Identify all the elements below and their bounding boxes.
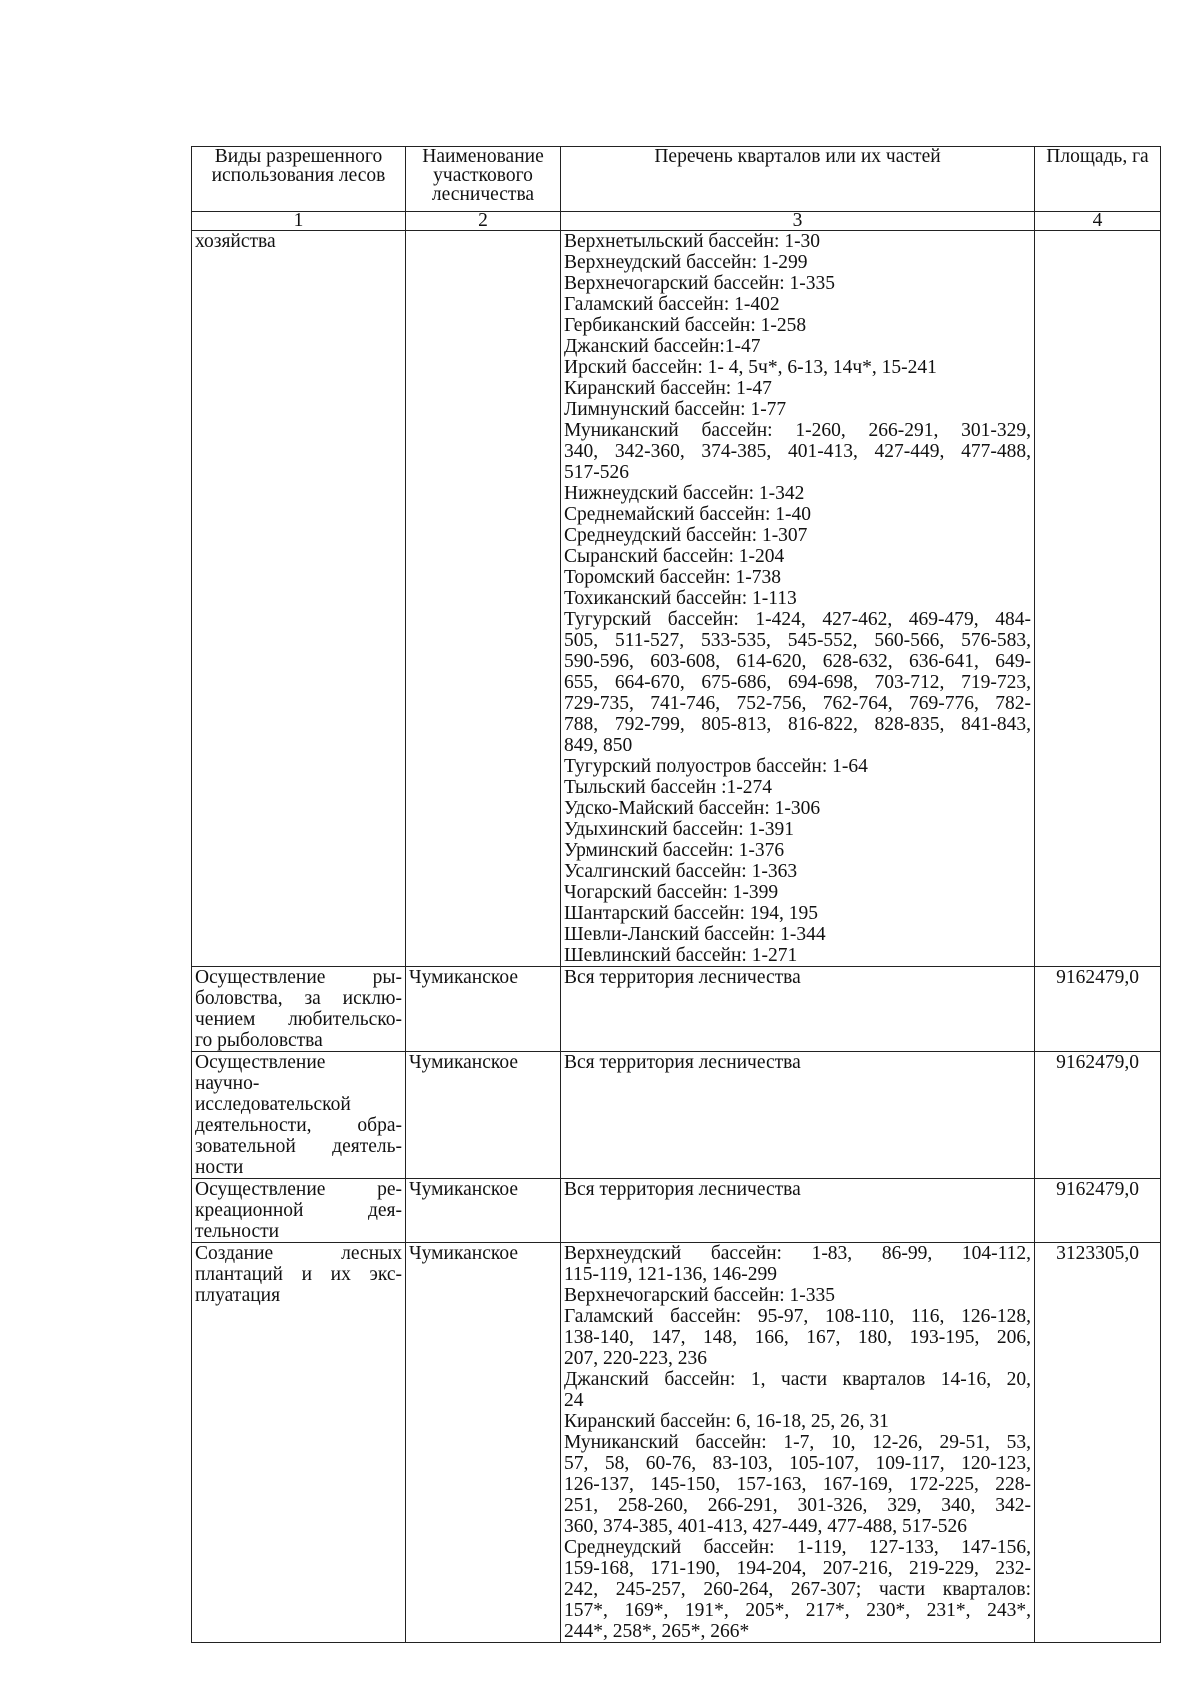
quarters-line: 788, 792-799, 805-813, 816-822, 828-835, 841-843, (564, 714, 1031, 735)
quarters-line: Среднеудский бассейн: 1-119, 127-133, 147-156, (564, 1537, 1031, 1558)
quarters-line: Усалгинский бассейн: 1-363 (564, 861, 798, 882)
column-number: 1 (192, 212, 406, 231)
use-type-line: го рыболовства (195, 1030, 323, 1051)
quarters-line: Чогарский бассейн: 1-399 (564, 882, 779, 903)
quarters-line: 360, 374-385, 401-413, 427-449, 477-488, 517-526 (564, 1516, 967, 1537)
cell-forestry (406, 231, 561, 967)
use-type-line: хозяйства (195, 231, 276, 252)
quarters-line: 340, 342-360, 374-385, 401-413, 427-449, 477-488, (564, 441, 1031, 462)
quarters-line: 57, 58, 60-76, 83-103, 105-107, 109-117, 120-123, (564, 1453, 1031, 1474)
header-area: Площадь, га (1035, 147, 1161, 212)
cell-use-type (192, 1179, 406, 1243)
quarters-line: 157*, 169*, 191*, 205*, 217*, 230*, 231*, 243*, (564, 1600, 1031, 1621)
cell-use-type (192, 231, 406, 967)
use-type-line: Осуществление ре- (195, 1179, 402, 1200)
cell-area: 9162479,0 (1035, 967, 1161, 1052)
cell-area (1035, 231, 1161, 967)
quarters-line: 517-526 (564, 462, 629, 483)
quarters-line: Вся территория лесничества (564, 1052, 801, 1073)
quarters-line: Сыранский бассейн: 1-204 (564, 546, 785, 567)
table-row (192, 1179, 1161, 1243)
quarters-line: Муниканский бассейн: 1-7, 10, 12-26, 29-51, 53, (564, 1432, 1031, 1453)
quarters-line: Удско-Майский бассейн: 1-306 (564, 798, 821, 819)
use-type-line: научно- (195, 1073, 260, 1094)
column-number: 4 (1035, 212, 1161, 231)
column-number: 3 (561, 212, 1035, 231)
quarters-line: Тугурский полуостров бассейн: 1-64 (564, 756, 868, 777)
use-type-line: зовательной деятель- (195, 1136, 402, 1157)
quarters-line: Киранский бассейн: 6, 16-18, 25, 26, 31 (564, 1411, 889, 1432)
quarters-line: 115-119, 121-136, 146-299 (564, 1264, 778, 1285)
quarters-line: 655, 664-670, 675-686, 694-698, 703-712, 719-723, (564, 672, 1031, 693)
quarters-line: Вся территория лесничества (564, 1179, 801, 1200)
forest-use-table (191, 146, 1161, 1643)
quarters-line: 138-140, 147, 148, 166, 167, 180, 193-195, 206, (564, 1327, 1031, 1348)
cell-forestry: Чумиканское (406, 1052, 561, 1179)
use-type-line: Осуществление ры- (195, 967, 402, 988)
use-type-line: плуатация (195, 1285, 281, 1306)
cell-forestry: Чумиканское (406, 1179, 561, 1243)
table-row (192, 1052, 1161, 1179)
quarters-line: 849, 850 (564, 735, 633, 756)
cell-area: 3123305,0 (1035, 1243, 1161, 1643)
use-type-line: деятельности, обра- (195, 1115, 402, 1136)
use-type-line: ности (195, 1157, 244, 1178)
use-type-line: тельности (195, 1221, 280, 1242)
quarters-line: Ирский бассейн: 1- 4, 5ч*, 6-13, 14ч*, 15-241 (564, 357, 937, 378)
column-number: 2 (406, 212, 561, 231)
cell-area: 9162479,0 (1035, 1052, 1161, 1179)
quarters-line: Гербиканский бассейн: 1-258 (564, 315, 807, 336)
quarters-line: 590-596, 603-608, 614-620, 628-632, 636-641, 649- (564, 651, 1031, 672)
cell-use-type (192, 1243, 406, 1643)
use-type-line: плантаций и их экс- (195, 1264, 402, 1285)
quarters-line: Джанский бассейн:1-47 (564, 336, 761, 357)
quarters-line: Верхнетыльский бассейн: 1-30 (564, 231, 821, 252)
cell-area: 9162479,0 (1035, 1179, 1161, 1243)
quarters-line: 159-168, 171-190, 194-204, 207-216, 219-229, 232- (564, 1558, 1031, 1579)
quarters-line: Лимнунский бассейн: 1-77 (564, 399, 787, 420)
cell-forestry: Чумиканское (406, 1243, 561, 1643)
cell-quarters (561, 967, 1035, 1052)
quarters-line: Тугурский бассейн: 1-424, 427-462, 469-479, 484- (564, 609, 1031, 630)
quarters-line: Тохиканский бассейн: 1-113 (564, 588, 797, 609)
quarters-line: Урминский бассейн: 1-376 (564, 840, 785, 861)
cell-quarters (561, 1243, 1035, 1643)
quarters-line: 242, 245-257, 260-264, 267-307; части кварталов: (564, 1579, 1031, 1600)
quarters-line: 505, 511-527, 533-535, 545-552, 560-566, 576-583, (564, 630, 1031, 651)
quarters-line: Верхнечогарский бассейн: 1-335 (564, 1285, 836, 1306)
cell-use-type (192, 1052, 406, 1179)
quarters-line: Верхнеудский бассейн: 1-83, 86-99, 104-112, (564, 1243, 1031, 1264)
column-number-row (192, 212, 1161, 231)
quarters-line: 729-735, 741-746, 752-756, 762-764, 769-776, 782- (564, 693, 1031, 714)
cell-quarters (561, 1179, 1035, 1243)
quarters-line: 24 (564, 1390, 584, 1411)
quarters-line: Галамский бассейн: 1-402 (564, 294, 780, 315)
use-type-line: креационной дея- (195, 1200, 402, 1221)
cell-quarters (561, 1052, 1035, 1179)
table-row (192, 1243, 1161, 1643)
quarters-line: Джанский бассейн: 1, части кварталов 14-16, 20, (564, 1369, 1031, 1390)
quarters-line: 251, 258-260, 266-291, 301-326, 329, 340, 342- (564, 1495, 1031, 1516)
cell-quarters (561, 231, 1035, 967)
use-type-line: Осуществление (195, 1052, 326, 1073)
quarters-line: Киранский бассейн: 1-47 (564, 378, 772, 399)
quarters-line: Шевлинский бассейн: 1-271 (564, 945, 798, 966)
quarters-line: 207, 220-223, 236 (564, 1348, 707, 1369)
quarters-line: Шантарский бассейн: 194, 195 (564, 903, 818, 924)
use-type-line: чением любительско- (195, 1009, 402, 1030)
quarters-line: 244*, 258*, 265*, 266* (564, 1621, 750, 1642)
use-type-line: исследовательской (195, 1094, 351, 1115)
use-type-line: Создание лесных (195, 1243, 402, 1264)
quarters-line: Торомский бассейн: 1-738 (564, 567, 781, 588)
header-use-type: Виды разрешенного использования лесов (192, 147, 406, 212)
quarters-line: Тыльский бассейн :1-274 (564, 777, 772, 798)
quarters-line: Муниканский бассейн: 1-260, 266-291, 301-329, (564, 420, 1031, 441)
header-quarters-list: Перечень кварталов или их частей (561, 147, 1035, 212)
quarters-line: Шевли-Ланский бассейн: 1-344 (564, 924, 826, 945)
use-type-line: боловства, за исклю- (195, 988, 402, 1009)
quarters-line: Среднемайский бассейн: 1-40 (564, 504, 812, 525)
table-row (192, 967, 1161, 1052)
quarters-line: Верхнеудский бассейн: 1-299 (564, 252, 808, 273)
quarters-line: Удыхинский бассейн: 1-391 (564, 819, 795, 840)
quarters-line: Среднеудский бассейн: 1-307 (564, 525, 808, 546)
table-row (192, 231, 1161, 967)
cell-use-type (192, 967, 406, 1052)
quarters-line: Вся территория лесничества (564, 967, 801, 988)
quarters-line: Верхнечогарский бассейн: 1-335 (564, 273, 836, 294)
quarters-line: 126-137, 145-150, 157-163, 167-169, 172-225, 228- (564, 1474, 1031, 1495)
header-forestry-name: Наименование участкового лесничества (406, 147, 561, 212)
cell-forestry: Чумиканское (406, 967, 561, 1052)
header-row (192, 147, 1161, 212)
quarters-line: Галамский бассейн: 95-97, 108-110, 116, 126-128, (564, 1306, 1031, 1327)
quarters-line: Нижнеудский бассейн: 1-342 (564, 483, 805, 504)
